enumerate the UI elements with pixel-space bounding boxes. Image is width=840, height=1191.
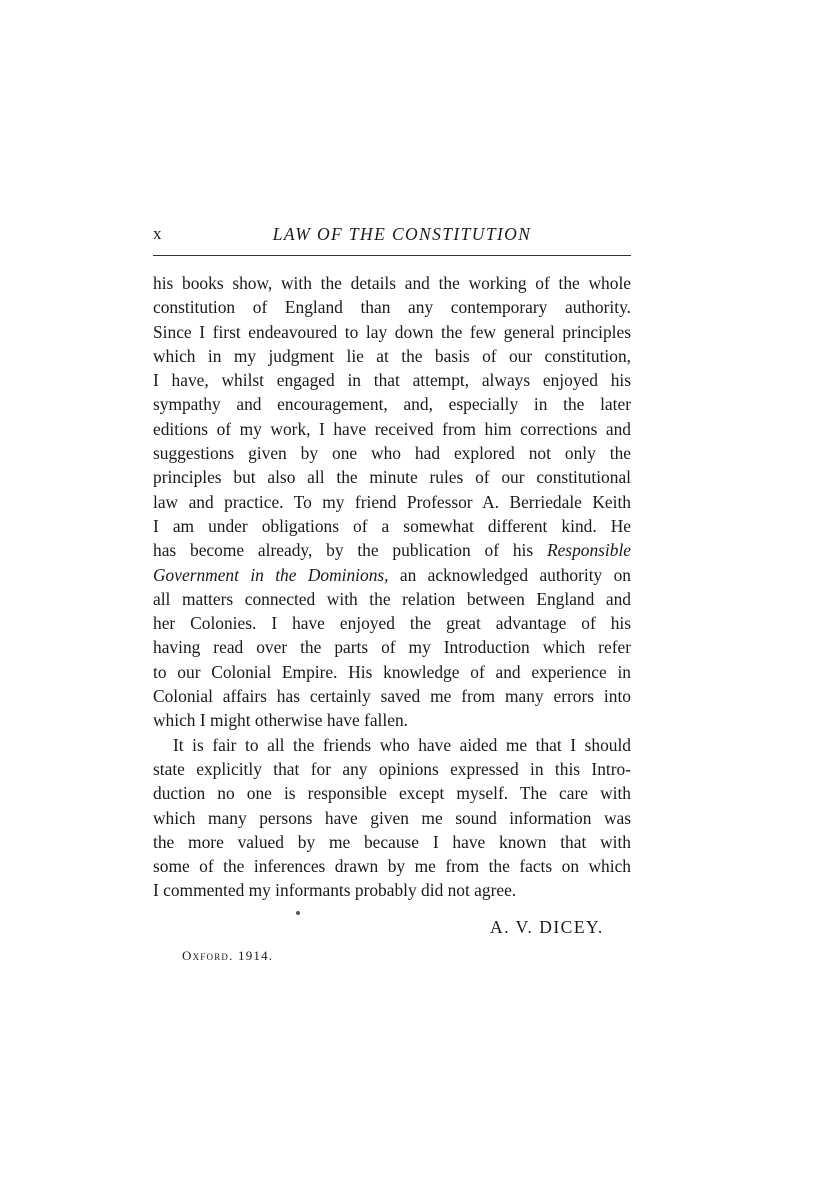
text-line: which many persons have given me sound information was — [153, 807, 631, 828]
text-line: the more valued by me because I have known that with — [153, 831, 631, 852]
text-line: Colonial affairs has certainly saved me from many errors into — [153, 686, 631, 707]
text-line: having read over the parts of my Introduction which refer — [153, 637, 631, 658]
text-line: sympathy and encouragement, and, especially in the later — [153, 394, 631, 415]
text-line: law and practice. To my friend Professor A. Berriedale Keith — [153, 491, 631, 512]
text-line: duction no one is responsible except myself. The care with — [153, 783, 631, 804]
header-rule — [153, 255, 631, 256]
book-title-italic: Responsible — [546, 540, 631, 561]
text-line — [153, 538, 631, 562]
ink-speck — [296, 911, 300, 915]
text-line: his books show, with the details and the working of the whole — [153, 273, 631, 293]
text-line: suggestions given by one who had explored not only the — [153, 443, 631, 464]
text-line: I have, whilst engaged in that attempt, always enjoyed his — [153, 370, 631, 391]
text-line: which in my judgment lie at the basis of our constitution, — [153, 345, 631, 366]
page-number: x — [153, 224, 162, 243]
text-line: to our Colonial Empire. His knowledge of and experience in — [153, 661, 631, 682]
text-line: which I might otherwise have fallen. — [153, 710, 408, 731]
author-signature: A. V. DICEY. — [490, 917, 604, 937]
running-title: LAW OF THE CONSTITUTION — [272, 224, 532, 244]
text-line: state explicitly that for any opinions expressed in this Intro- — [153, 758, 631, 779]
body-text — [153, 271, 631, 903]
place-date: Oxford. 1914. — [182, 948, 274, 963]
text-line: Since I first endeavoured to lay down the few general principles — [153, 321, 631, 342]
page-header — [153, 224, 631, 248]
text-line: constitution of England than any contemporary authority. — [153, 297, 631, 318]
text-line: principles but also all the minute rules of our constitutional — [153, 467, 631, 488]
book-title-italic: Government in the Dominions, — [153, 564, 389, 585]
text-segment: has become already, by the publication of his — [153, 540, 547, 561]
text-line: I am under obligations of a somewhat different kind. He — [153, 515, 631, 536]
text-line: all matters connected with the relation between England and — [153, 588, 631, 609]
text-segment: an acknowledged authority on — [388, 564, 631, 585]
text-line: I commented my informants probably did not agree. — [153, 880, 517, 901]
text-line: some of the inferences drawn by me from the facts on which — [153, 856, 631, 877]
text-line — [153, 563, 631, 587]
text-line: her Colonies. I have enjoyed the great advantage of his — [153, 613, 631, 634]
text-line: It is fair to all the friends who have aided me that I should — [173, 734, 631, 755]
text-line: editions of my work, I have received from him corrections and — [153, 418, 631, 439]
